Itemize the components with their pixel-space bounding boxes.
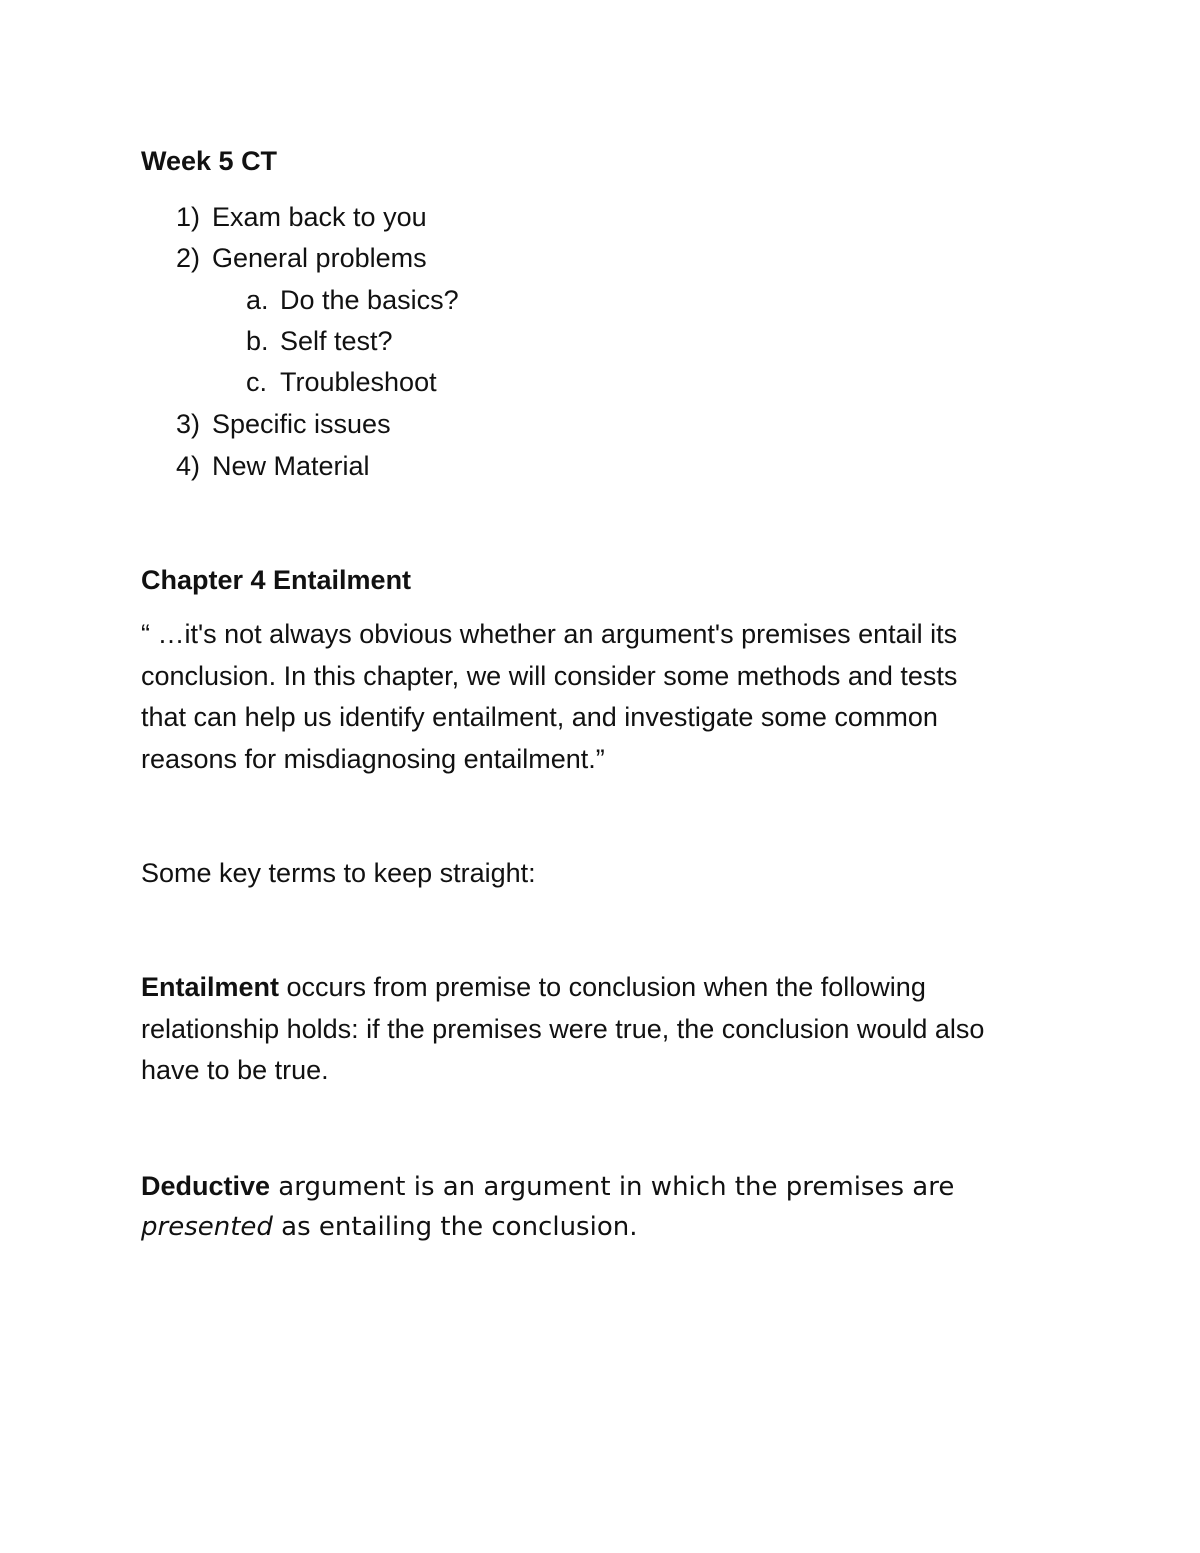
deductive-definition: Deductive argument is an argument in which the premises are presented as entailing the conclusion. (141, 1171, 955, 1242)
quote-line: reasons for misdiagnosing entailment.” (141, 743, 605, 774)
quote-line: conclusion. In this chapter, we will consider some methods and tests (141, 660, 958, 691)
agenda-item: 1) Exam back to you (176, 202, 427, 232)
agenda-item: 3) Specific issues (176, 409, 391, 439)
agenda-subitem: b. Self test? (246, 326, 393, 356)
entailment-definition: Entailment occurs from premise to conclusion when the following relationship holds: if the premises were true, the conclusion would also have to be true. (141, 972, 985, 1085)
quote-line: that can help us identify entailment, and investigate some common (141, 702, 938, 732)
agenda-subitem: c. Troubleshoot (246, 367, 437, 397)
term-deductive: Deductive (141, 1171, 271, 1201)
agenda-item: 4) New Material (176, 451, 370, 481)
quote-line: “ …it's not always obvious whether an argument's premises entail its (141, 619, 958, 649)
week-heading: Week 5 CT (141, 146, 278, 176)
emphasis-presented: presented (141, 1212, 273, 1242)
agenda-item: 2) General problems (176, 243, 427, 273)
chapter-heading: Chapter 4 Entailment (141, 565, 412, 595)
agenda-subitem: a. Do the basics? (246, 285, 459, 315)
chapter-quote (141, 614, 1101, 780)
term-entailment: Entailment (141, 972, 280, 1002)
key-terms-intro: Some key terms to keep straight: (141, 858, 536, 888)
